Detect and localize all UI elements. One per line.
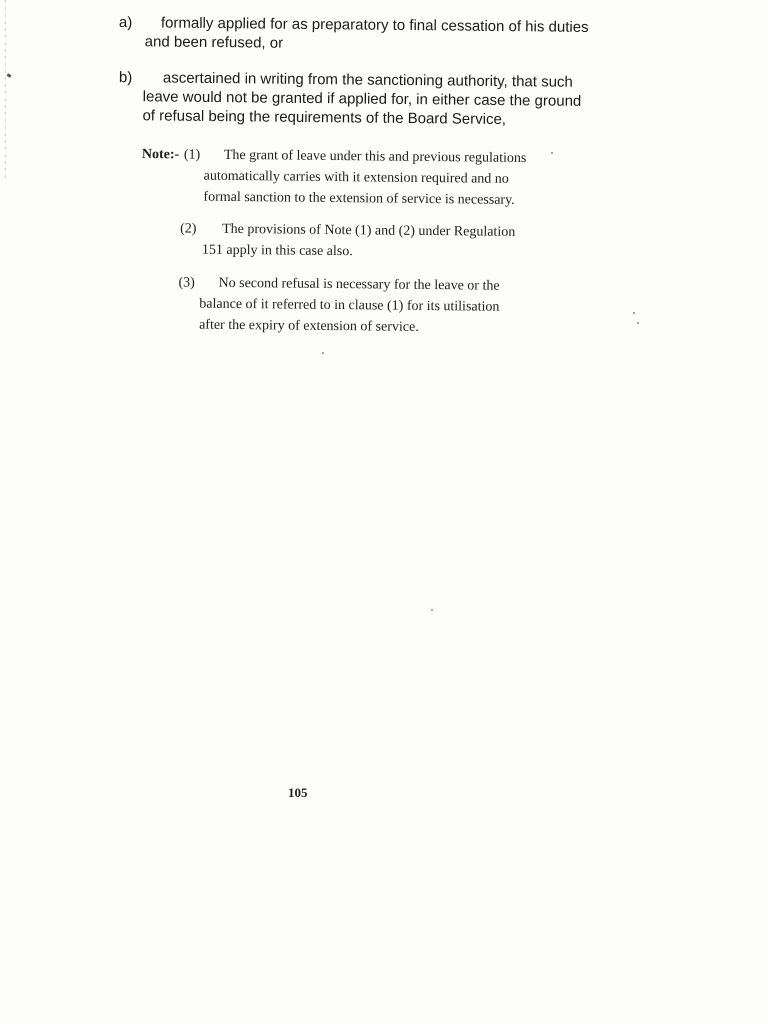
note-line: The provisions of Note (1) and (2) under Regulation	[222, 221, 516, 240]
clause-line: of refusal being the requirements of the Board Service,	[142, 107, 507, 129]
scan-edge-artifact	[5, 0, 6, 180]
note-number: (2)	[180, 221, 197, 237]
scan-speck	[637, 322, 639, 324]
note-heading: Note:-	[141, 146, 180, 163]
note-item-2	[180, 218, 516, 264]
clause-line: ascertained in writing from the sanctioning authority, that such	[162, 69, 573, 91]
note-item-1	[183, 144, 526, 211]
scan-speck	[322, 352, 324, 354]
clause-label: b)	[118, 68, 133, 87]
note-line: automatically carries with it extension required and no	[203, 168, 509, 187]
note-line: The grant of leave under this and previous regulations	[223, 147, 527, 167]
note-line: No second refusal is necessary for the leave or the	[218, 275, 500, 294]
notes-section	[141, 144, 562, 335]
note-line: 151 apply in this case also.	[201, 242, 353, 260]
clause-label: a)	[118, 13, 133, 32]
page-number: 105	[288, 785, 308, 800]
note-line: after the expiry of extension of service.	[199, 317, 419, 335]
scan-speck	[431, 609, 433, 611]
note-line: formal sanction to the extension of service is necessary.	[203, 189, 515, 208]
scan-speck	[633, 312, 635, 314]
note-line: balance of it referred to in clause (1) for its utilisation	[199, 296, 500, 315]
scan-speck	[551, 152, 553, 154]
note-item-3	[178, 272, 500, 338]
clause-line: leave would not be granted if applied for, in either case the ground	[142, 88, 582, 110]
clause-line: formally applied for as preparatory to final cessation of his duties	[160, 14, 589, 36]
clause-a	[119, 13, 589, 56]
scan-mark	[7, 73, 12, 78]
clause-line: and been refused, or	[144, 33, 284, 52]
note-number: (3)	[178, 275, 195, 291]
clause-b	[118, 68, 589, 130]
note-number: (1)	[183, 147, 201, 163]
